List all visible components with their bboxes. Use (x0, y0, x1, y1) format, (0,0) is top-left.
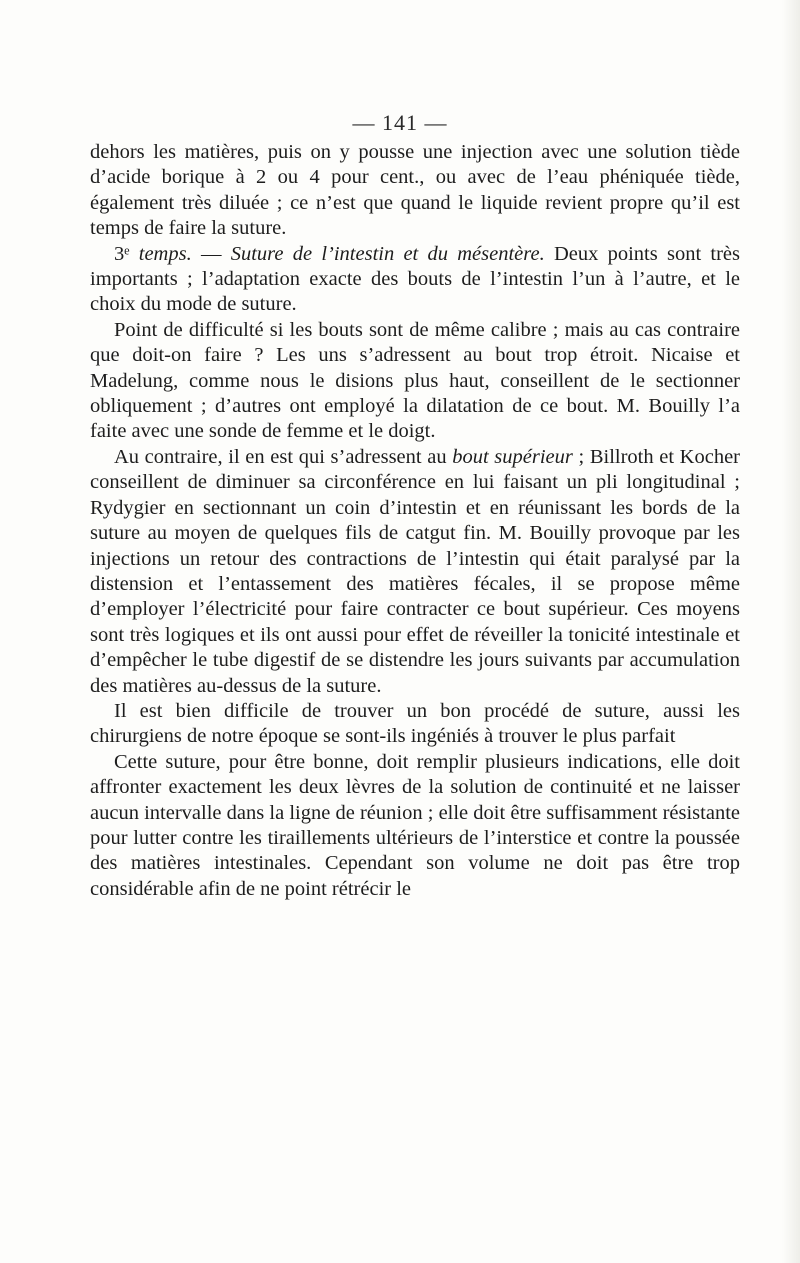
paragraph-2-body: Deux points sont très importants ; l’adaptation exacte des bouts de l’intestin l’un à l’autre, et le choix du mode de suture. (90, 242, 741, 316)
paragraph-3: Point de difficulté si les bouts sont de même calibre ; mais au cas contraire que doit-on faire ? Les uns s’adressent au bout trop étroit. Nicaise et Madelung, comme nous le disions plus haut, conseillent de le sectionner obliquement ; d’autres ont employé la dilatation de ce bout. M. Bouilly l’a faite avec une sonde de femme et le doigt. (90, 318, 740, 443)
page-edge-shadow (782, 0, 800, 1263)
section-title: Suture de l’intestin et du mésentère. (230, 242, 545, 265)
step-label: temps. (138, 242, 192, 265)
paragraph-6: Cette suture, pour être bonne, doit remplir plusieurs indications, elle doit affronter exactement les deux lèvres de la solution de continuité et ne laisser aucun intervalle dans la ligne de réunion ; elle doit être suffisamment résistante pour lutter contre les tiraillements ultérieurs de l’interstice et contre la poussée des matières intestinales. Cependant son volume ne doit pas être trop considérable afin de ne point rétrécir le (90, 750, 740, 900)
step-number: 3ᵉ (114, 242, 139, 265)
paragraph-4 (90, 445, 740, 699)
paragraph-2 (90, 242, 740, 318)
paragraph-5: Il est bien difficile de trouver un bon procédé de suture, aussi les chirurgiens de notre époque se sont-ils ingéniés à trouver le plus parfait (90, 699, 740, 748)
paragraph-4-start: Au contraire, il en est qui s’adressent au (114, 445, 453, 468)
title-dash: — (191, 242, 231, 265)
paragraph-1: dehors les matières, puis on y pousse une injection avec une solution tiède d’acide borique à 2 ou 4 pour cent., ou avec de l’eau phéniquée tiède, également très diluée ; ce n’est que quand le liquide revient propre qu’il est temps de faire la suture. (90, 141, 740, 240)
paragraph-4-rest: ; Billroth et Kocher conseillent de diminuer sa circonférence en lui faisant un pli longitudinal ; Rydygier en sectionnant un coin d’intestin et en réunissant les bords de la suture au moyen de quelques fils de catgut fin. M. Bouilly provoque par les injections un retour des contractions de l’intestin qui était paralysé par la distension et l’entassement des matières fécales, il se propose même d’employer l’électricité pour faire contracter ce bout supérieur. Ces moyens sont très logiques et ils ont aussi pour effet de réveiller la tonicité intestinale et d’empêcher le tube digestif de se distendre les jours suivants par accumulation des matières au-dessus de la suture. (90, 445, 741, 697)
page-number: — 141 — (352, 110, 448, 135)
body-text (90, 140, 740, 902)
emphasis-bout-superieur: bout supérieur (452, 445, 573, 468)
